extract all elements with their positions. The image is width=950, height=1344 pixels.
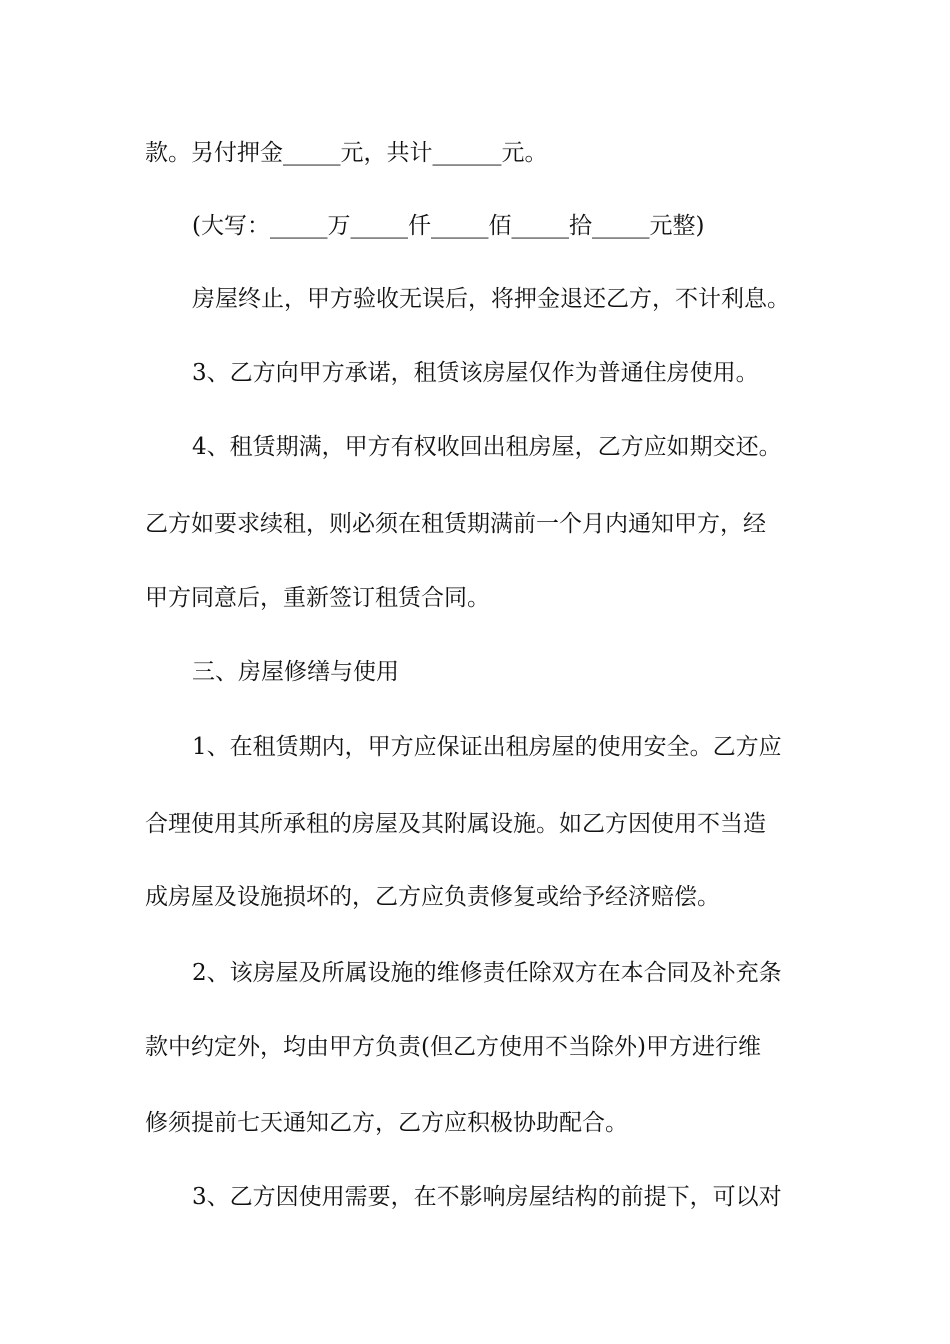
text-line-repair-clause-2: 2、该房屋及所属设施的维修责任除双方在本合同及补充条 <box>192 960 782 986</box>
text-line-repair-clause-2-end: 修须提前七天通知乙方，乙方应积极协助配合。 <box>145 1110 628 1136</box>
text-line-deposit: 款。另付押金_____元，共计______元。 <box>145 140 548 166</box>
text-line-repair-clause-2-cont: 款中约定外，均由甲方负责(但乙方使用不当除外)甲方进行维 <box>145 1034 761 1060</box>
text-line-repair-clause-3: 3、乙方因使用需要，在不影响房屋结构的前提下，可以对 <box>192 1184 782 1210</box>
text-line-clause-4: 4、租赁期满，甲方有权收回出租房屋，乙方应如期交还。 <box>192 434 782 460</box>
text-line-renewal: 乙方如要求续租，则必须在租赁期满前一个月内通知甲方，经 <box>145 511 766 537</box>
text-line-amount-in-words: (大写：_____万_____仟_____佰_____拾_____元整) <box>192 213 705 239</box>
text-line-repair-clause-1-cont: 合理使用其所承租的房屋及其附属设施。如乙方因使用不当造 <box>145 811 766 837</box>
text-line-deposit-refund: 房屋终止，甲方验收无误后，将押金退还乙方，不计利息。 <box>192 286 790 312</box>
section-heading-repair-and-use: 三、房屋修缮与使用 <box>192 659 399 685</box>
text-line-repair-clause-1-end: 成房屋及设施损坏的，乙方应负责修复或给予经济赔偿。 <box>145 884 720 910</box>
text-line-clause-3: 3、乙方向甲方承诺，租赁该房屋仅作为普通住房使用。 <box>192 360 759 386</box>
text-line-renewal-cont: 甲方同意后，重新签订租赁合同。 <box>145 585 490 611</box>
text-line-repair-clause-1: 1、在租赁期内，甲方应保证出租房屋的使用安全。乙方应 <box>192 734 782 760</box>
